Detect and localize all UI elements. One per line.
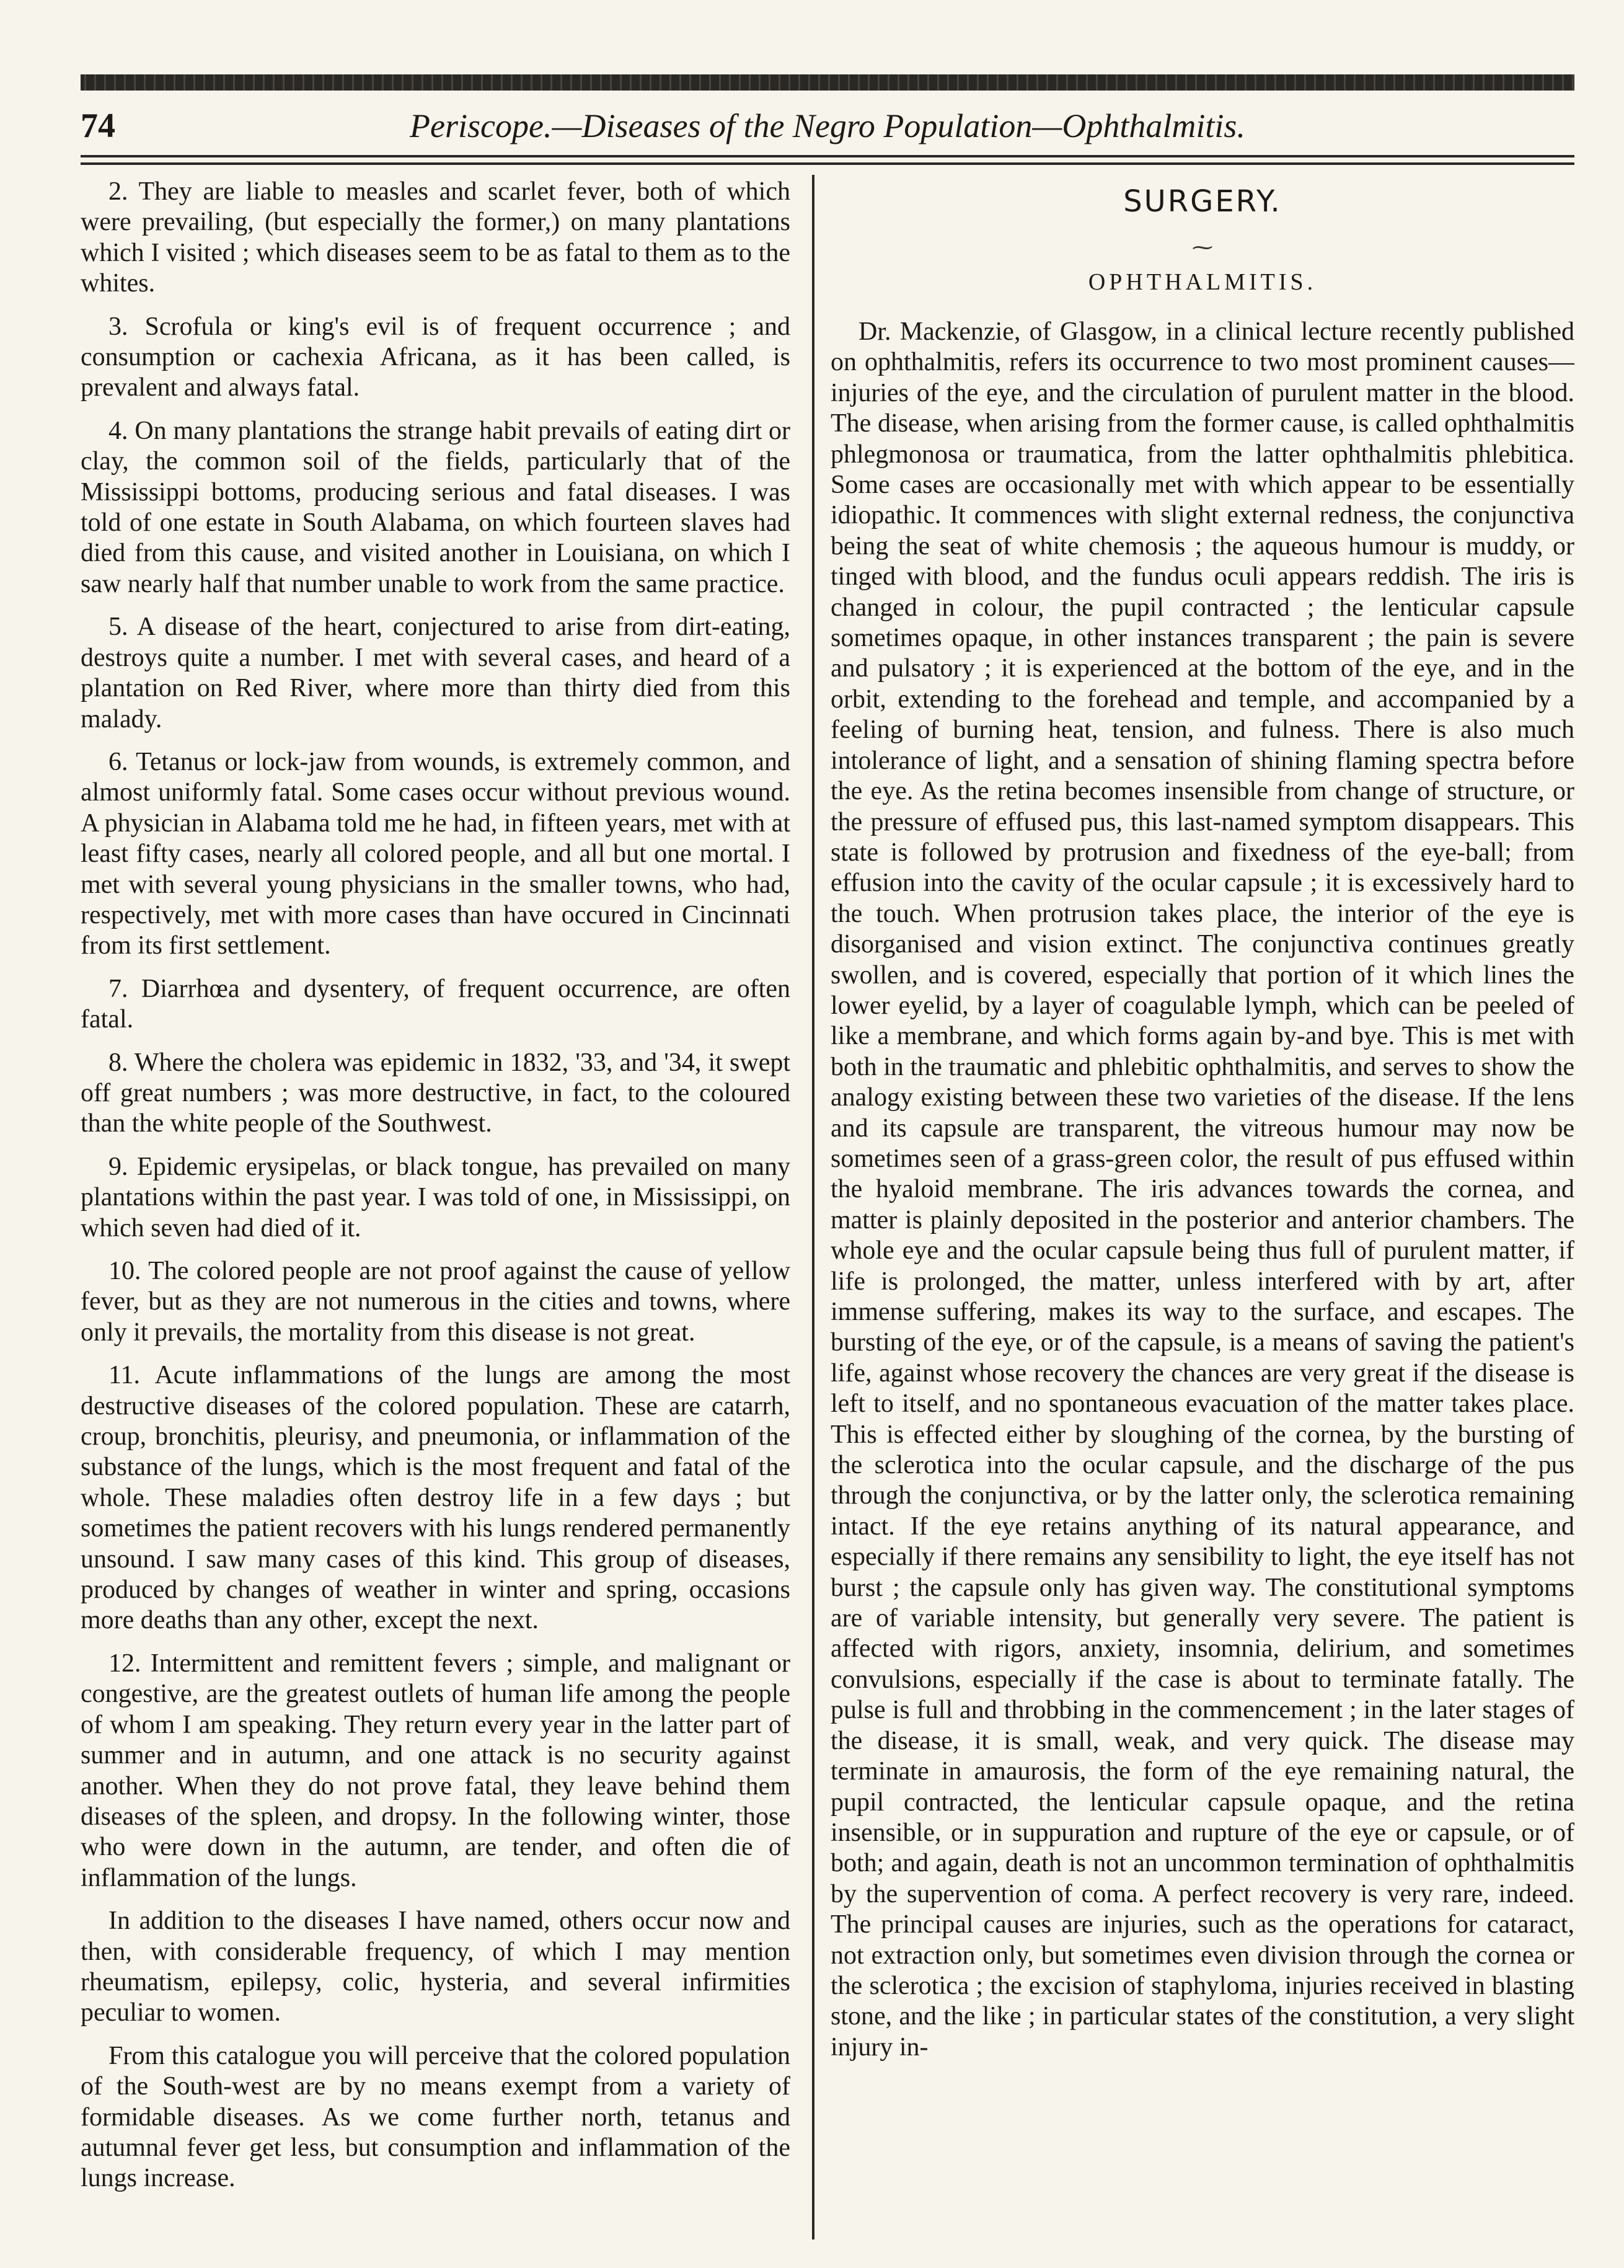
paragraph-measles: 2. They are liable to measles and scarlet fever, both of which were prevailing, (but especially the former,) on many plantations which I visited ; which diseases seem to be as fatal to them as to the whites. <box>81 177 790 298</box>
header-ornamental-rule <box>81 74 1574 91</box>
section-title: SURGERY. <box>1123 184 1282 219</box>
subsection-title: OPHTHALMITIS. <box>1088 269 1317 295</box>
paragraph-yellow-fever: 10. The colored people are not proof against the cause of yellow fever, but as they are not numerous in the cities and towns, where only it prevails, the mortality from this disease is not great. <box>81 1257 790 1347</box>
paragraph-other-diseases: In addition to the diseases I have named, others occur now and then, with considerable frequency, of which I may mention rheumatism, epilepsy, colic, hysteria, and several infirmities peculiar to women. <box>81 1907 790 2027</box>
paragraph-heart-disease: 5. A disease of the heart, conjectured to arise from dirt-eating, destroys quite a number. I met with several cases, and heard of a plantation on Red River, where more than thirty died from this malady. <box>81 613 790 733</box>
paragraph-ophthalmitis: Dr. Mackenzie, of Glasgow, in a clinical lecture recently published on ophthalmitis, refers its occurrence to two most prominent causes—injuries of the eye, and the circulation of purulent matter in the blood. The disease, when arising from the former cause, is called ophthalmitis phlegmonosa or traumatica, from the latter ophthalmitis phlebitica. Some cases are occasionally met with which appear to be essentially idiopathic. It commences with slight external redness, the conjunctiva being the seat of white chemosis ; the aqueous humour is muddy, or tinged with blood, and the fundus oculi appears reddish. The iris is changed in colour, the pupil contracted ; the lenticular capsule sometimes opaque, in other instances transparent ; the pain is severe and pulsatory ; it is experienced at the bottom of the eye, and in the orbit, extending to the forehead and temple, and accompanied by a feeling of burning heat, tension, and fulness. There is also much intolerance of light, and a sensation of shining flaming spectra before the eye. As the retina becomes insensible from change of structure, or the pressure of effused pus, this last-named symptom disappears. This state is followed by protrusion and fixedness of the eye-ball; from effusion into the cavity of the ocular capsule ; it is excessively hard to the touch. When protrusion takes place, the interior of the eye is disorganised and vision extinct. The conjunctiva continues greatly swollen, and is covered, especially that portion of it which lines the lower eyelid, by a layer of coagulable lymph, which can be peeled of like a membrane, and which forms again by-and bye. This is met with both in the traumatic and phlebitic ophthalmitis, and serves to show the analogy existing between these two varieties of the disease. If the lens and its capsule are transparent, the vitreous humour may now be sometimes seen of a grass-green color, the result of pus effused within the hyaloid membrane. The iris advances towards the cornea, and matter is plainly deposited in the posterior and anterior chambers. The whole eye and the ocular capsule being thus full of purulent matter, if life is prolonged, the matter, unless interfered with by art, after immense suffering, makes its way to the surface, and escapes. The bursting of the eye, or of the capsule, is a means of saving the patient's life, against whose recovery the chances are very great if the disease is left to itself, and no spontaneous evacuation of the matter takes place. This is effected either by sloughing of the cornea, by the bursting of the sclerotica into the ocular capsule, and the discharge of the pus through the conjunctiva, or by the latter only, the sclerotica remaining intact. If the eye retains anything of its natural appearance, and especially if there remains any sensibility to light, the eye itself has not burst ; the capsule only has given way. The constitutional symptoms are of variable intensity, but generally very severe. The patient is affected with rigors, anxiety, insomnia, delirium, and sometimes convulsions, especially if the case is about to terminate fatally. The pulse is full and throbbing in the commencement ; in the later stages of the disease, it is small, weak, and very quick. The disease may terminate in amaurosis, the form of the eye remaining natural, the pupil contracted, the lenticular capsule opaque, and the retina insensible, or in suppuration and rupture of the eye or capsule, or of both; and again, death is not an uncommon termination of ophthalmitis by the supervention of coma. A perfect recovery is very rare, indeed. The principal causes are injuries, such as the operations for cataract, not extraction only, but sometimes even division through the cornea or the sclerotica ; the excision of staphyloma, injuries received in blasting stone, and the like ; in particular states of the constitution, a very slight injury in- <box>831 317 1574 2062</box>
paragraph-lung-inflammation: 11. Acute inflammations of the lungs are among the most destructive diseases of the colored population. These are catarrh, croup, bronchitis, pleurisy, and pneumonia, or inflammation of the substance of the lungs, which is the most frequent and fatal of the whole. These maladies often destroy life in a few days ; but sometimes the patient recovers with his lungs rendered permanently unsound. I saw many cases of this kind. This group of diseases, produced by changes of weather in winter and spring, occasions more deaths than any other, except the next. <box>81 1361 790 1635</box>
right-column <box>831 177 1574 2248</box>
paragraph-cholera: 8. Where the cholera was epidemic in 1832, '33, and '34, it swept off great numbers ; was more destructive, in fact, to the coloured than the white people of the Southwest. <box>81 1048 790 1138</box>
page-header <box>81 98 1574 154</box>
paragraph-tetanus: 6. Tetanus or lock-jaw from wounds, is extremely common, and almost uniformly fatal. Some cases occur without previous wound. A physician in Alabama told me he had, in fifteen years, met with at least fifty cases, nearly all colored people, and all but one mortal. I met with several young physicians in the smaller towns, who had, respectively, met with more cases than have occured in Cincinnati from its first settlement. <box>81 747 790 960</box>
section-ornament-icon: ⁓ <box>1192 236 1213 259</box>
column-divider <box>812 175 814 2239</box>
paragraph-erysipelas: 9. Epidemic erysipelas, or black tongue, has prevailed on many plantations within the past year. I was told of one, in Mississippi, on which seven had died of it. <box>81 1152 790 1243</box>
header-double-rule <box>81 155 1574 165</box>
paragraph-fevers: 12. Intermittent and remittent fevers ; simple, and malignant or congestive, are the greatest outlets of human life among the people of whom I am speaking. They return every year in the latter part of summer and in autumn, and one attack is no security against another. When they do not prove fatal, they leave behind them diseases of the spleen, and dropsy. In the following winter, those who were down in the autumn, are tender, and often die of inflammation of the lungs. <box>81 1649 790 1892</box>
page-number: 74 <box>81 107 115 145</box>
paragraph-dirt-eating: 4. On many plantations the strange habit prevails of eating dirt or clay, the common soil of the fields, particularly that of the Mississippi bottoms, producing serious and fatal diseases. I was told of one estate in South Alabama, on which fourteen slaves had died from this cause, and visited another in Louisiana, on which I saw nearly half that number unable to work from the same practice. <box>81 416 790 598</box>
running-title: Periscope.—Diseases of the Negro Population—Ophthalmitis. <box>410 107 1245 144</box>
left-column <box>81 177 790 2248</box>
paragraph-diarrhoea: 7. Diarrhœa and dysentery, of frequent occurrence, are often fatal. <box>81 974 790 1034</box>
paragraph-conclusion: From this catalogue you will perceive that the colored population of the South-west are by no means exempt from a variety of formidable diseases. As we come further north, tetanus and autumnal fever get less, but consumption and inflammation of the lungs increase. <box>81 2041 790 2193</box>
paragraph-scrofula: 3. Scrofula or king's evil is of frequent occurrence ; and consumption or cachexia Africana, as it has been called, is prevalent and always fatal. <box>81 312 790 402</box>
